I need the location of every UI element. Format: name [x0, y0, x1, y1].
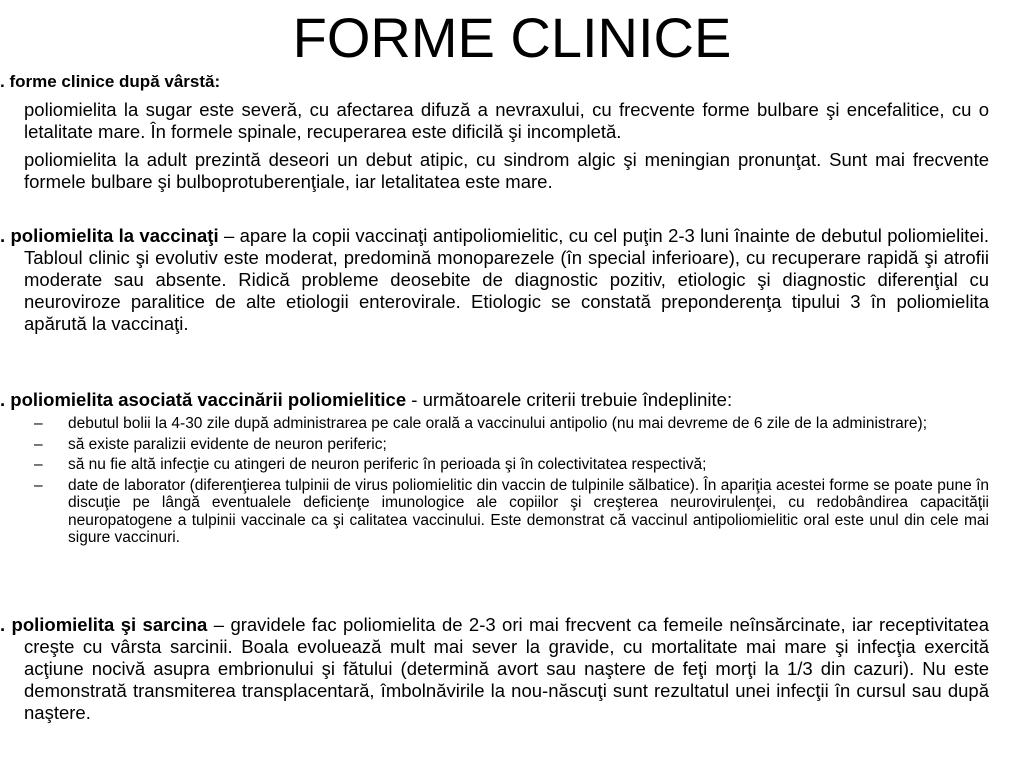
infant-paragraph: poliomielita la sugar este severă, cu afectarea difuză a nevraxului, cu frecvente forme bulbare şi encefalitice, cu o letalitate mare. În formele spinale, recuperarea este dificilă şi incompletă. — [24, 99, 989, 142]
pregnancy-paragraph — [0, 614, 989, 724]
criterion-text: debutul bolii la 4-30 zile după administrarea pe cale orală a vaccinului antipolio (nu mai devreme de 6 zile de la administrare); — [68, 415, 928, 432]
section-pregnancy — [0, 614, 989, 724]
dash-bullet: – — [34, 476, 43, 494]
vaccine-associated-intro — [0, 389, 989, 411]
vaccinated-lead: . poliomielita la vaccinaţi — [0, 225, 219, 246]
criterion-text: să existe paralizii evidente de neuron periferic; — [68, 435, 387, 453]
pregnancy-text: – gravidele fac poliomielita de 2-3 ori mai frecvent ca femeile neînsărcinate, iar receptivitatea creşte cu vârsta sarcinii. Boala evoluează mult mai sever la gravide, cu mortalitate mai mare şi infecţia exercită acţiune nocivă asupra embrionului şi fătului (determină avort sau naştere de feţi morţi la 1/3 din cazuri). Nu este demonstrată transmiterea transplacentară, îmbolnăvirile la nou-născuţi sunt rezultatul unei infecţii în cursul sau după naştere. — [24, 614, 989, 723]
criterion-text: date de laborator (diferenţierea tulpinii de virus poliomielitic din vaccin de tulpinile sălbatice). În apariţia acestei forme se poate pune în discuţie pe lângă eventualele deficienţe imunologice ale copiilor şi creşterea neurovirulenţei, cu redobândirea capacităţii neuropatogene a tulpinii vaccinale ca şi calitatea vaccinului. Este demonstrat că vaccinul antipoliomielitic oral este unul din cele mai sigure vaccinuri. — [68, 476, 989, 546]
list-item — [0, 477, 989, 547]
section-vaccinated — [0, 225, 989, 335]
criteria-list — [0, 415, 989, 547]
dash-bullet: – — [34, 435, 43, 453]
criterion-text: să nu fie altă infecţie cu atingeri de neuron periferic în perioada şi în colectivitatea respectivă; — [68, 456, 707, 473]
section-age-heading: . forme clinice după vârstă: — [0, 72, 221, 91]
vaccine-associated-lead: . poliomielita asociată vaccinării poliomielitice — [0, 389, 407, 410]
pregnancy-lead: . poliomielita şi sarcina — [0, 614, 208, 635]
list-item — [0, 415, 989, 433]
list-item — [0, 436, 989, 454]
slide-title: FORME CLINICE — [292, 6, 732, 69]
vaccine-associated-text: - următoarele criterii trebuie îndeplinite: — [406, 389, 733, 410]
dash-bullet: – — [34, 415, 43, 432]
section-vaccine-associated — [0, 389, 989, 550]
dash-bullet: – — [34, 456, 43, 473]
list-item — [0, 456, 989, 474]
adult-paragraph: poliomielita la adult prezintă deseori un debut atipic, cu sindrom algic şi meningian pronunţat. Sunt mai frecvente formele bulbare şi bulboprotuberenţiale, iar letalitatea este mare. — [24, 149, 989, 192]
vaccinated-paragraph — [0, 225, 989, 335]
section-age — [0, 72, 989, 193]
vaccinated-text: – apare la copii vaccinaţi antipoliomielitic, cu cel puţin 2-3 luni înainte de debutul poliomielitei. Tabloul clinic şi evolutiv este moderat, predomină monoparezele (în special inferioare), cu recuperare rapidă şi atrofii moderate sau absente. Ridică probleme deosebite de diagnostic pozitiv, etiologic şi diagnostic diferenţial cu neuroviroze paralitice de alte etiologii enterovirale. Etiologic se constată preponderenţa tipului 3 în poliomielita apărută la vaccinaţi. — [24, 225, 989, 334]
